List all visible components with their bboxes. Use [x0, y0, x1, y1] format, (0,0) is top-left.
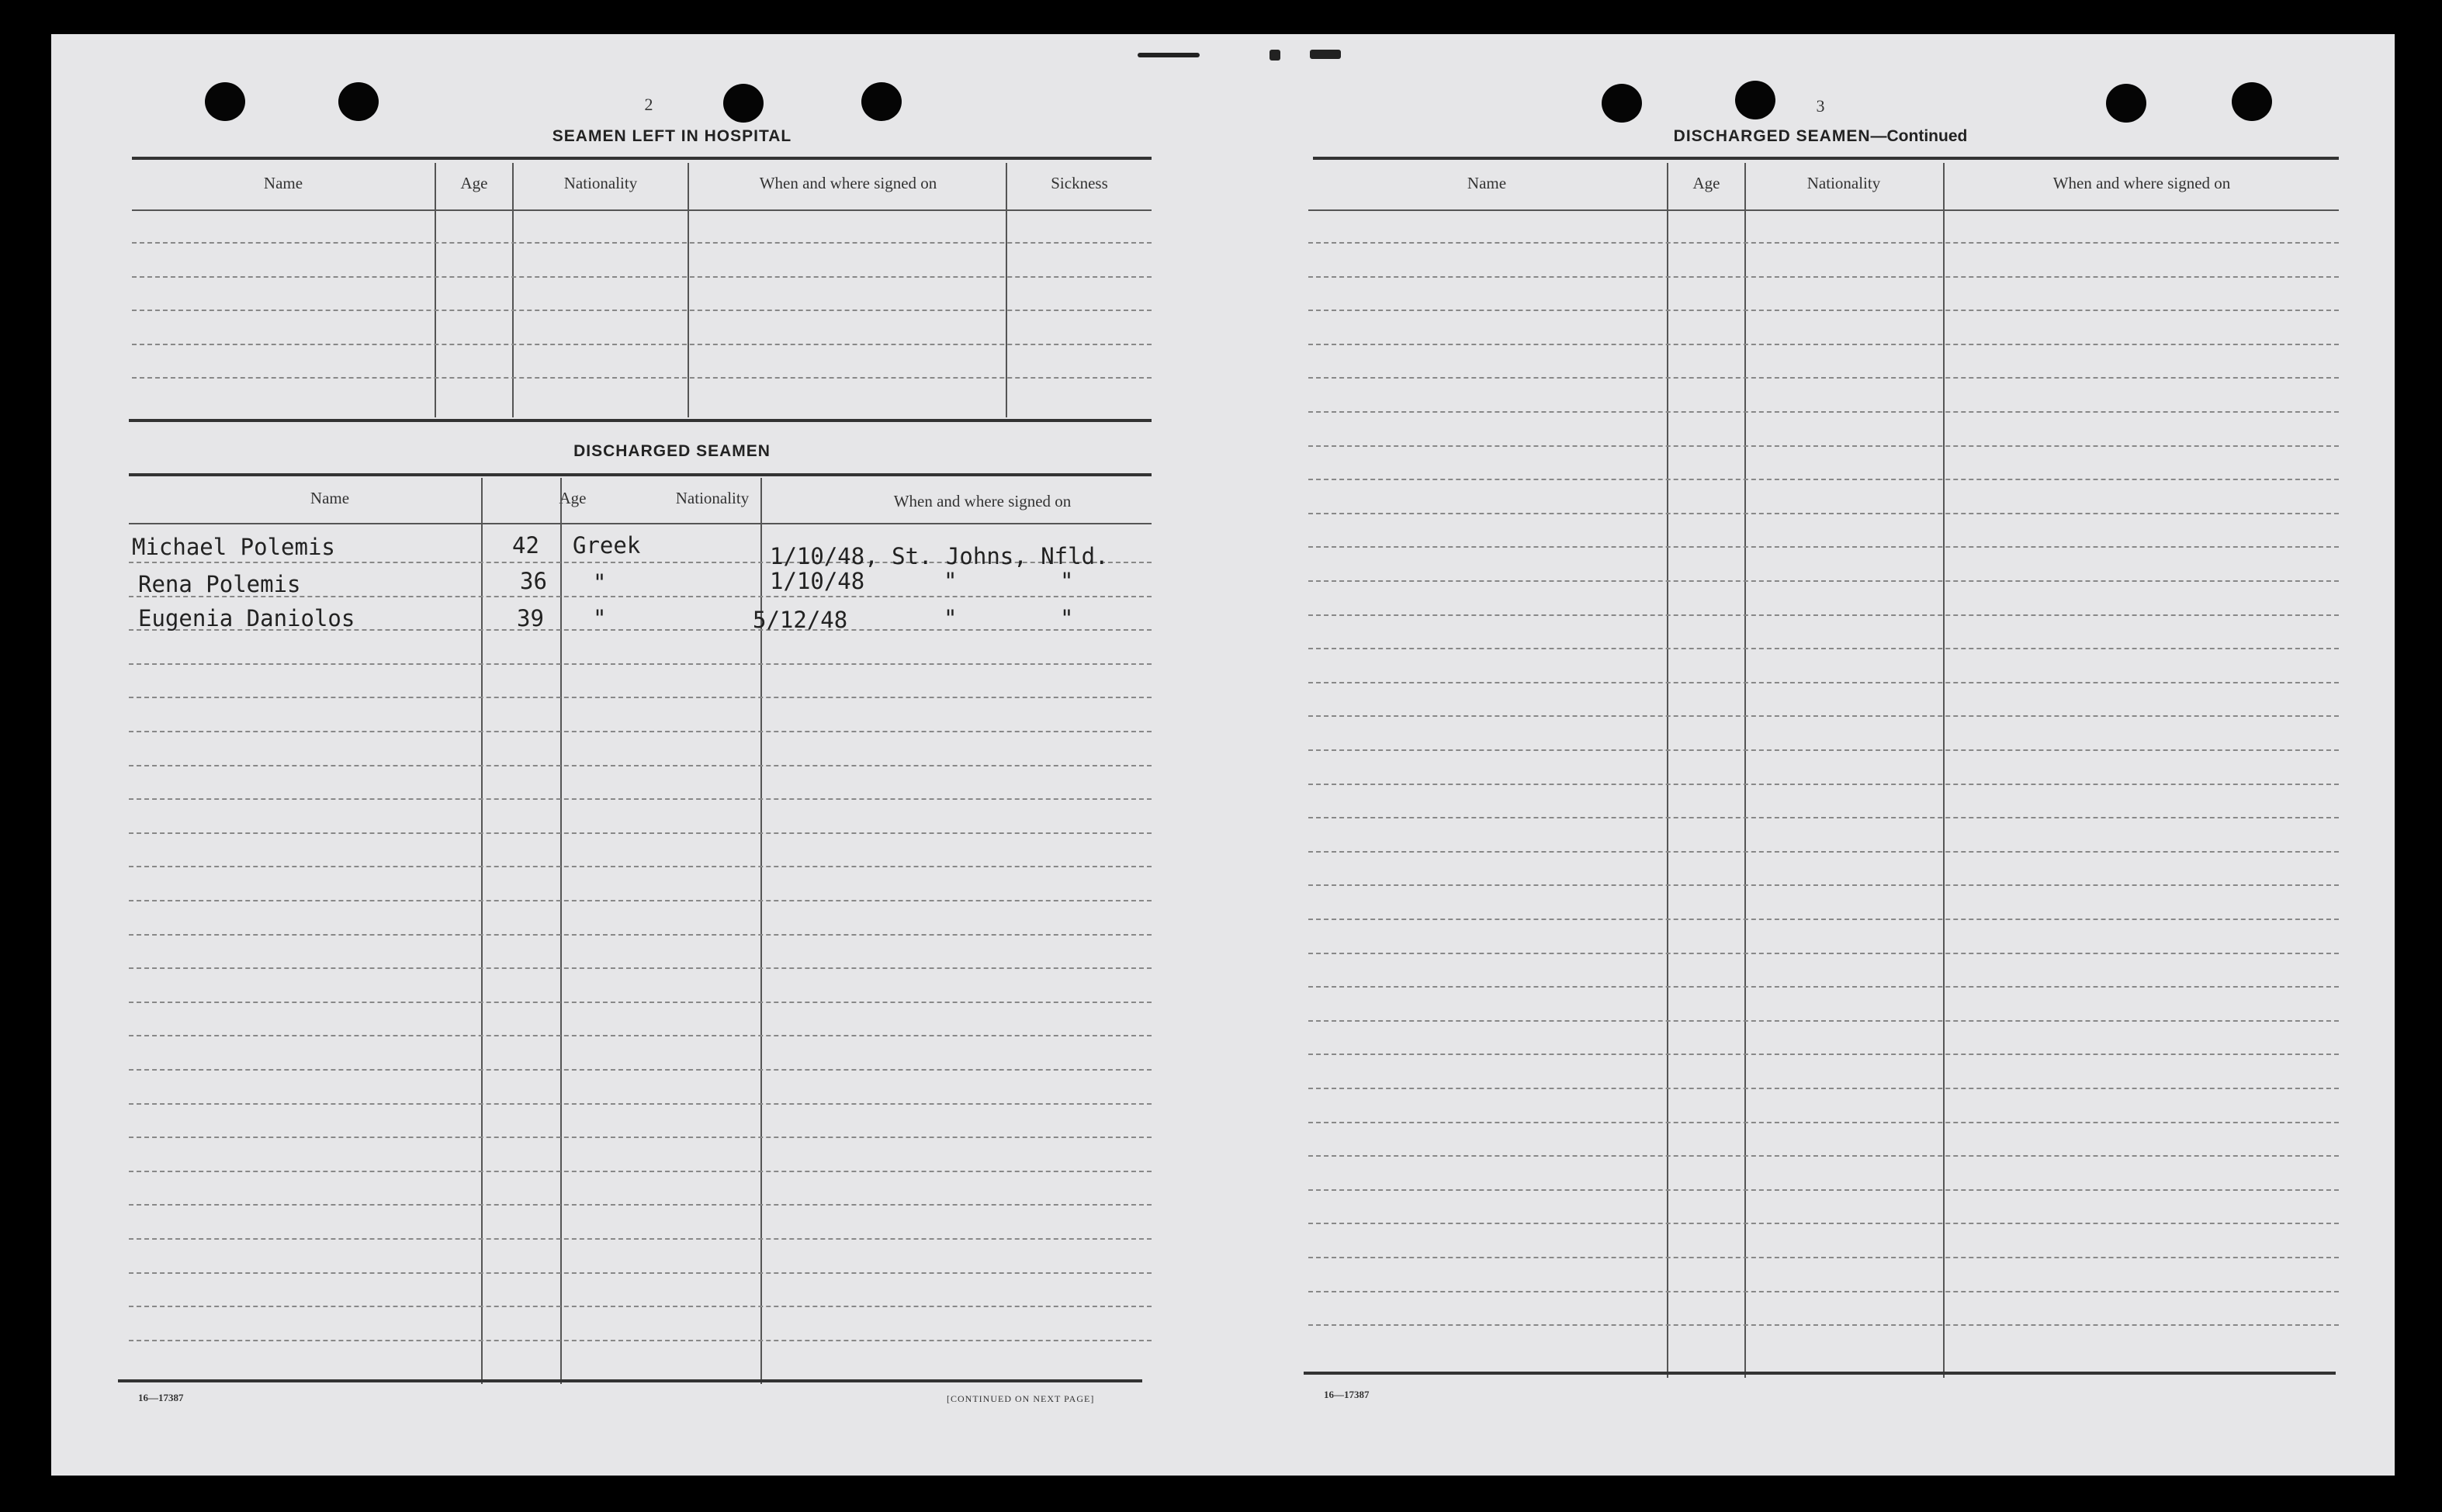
ruled-line	[129, 1035, 1152, 1036]
right-table-top-rule	[1313, 157, 2339, 160]
discharged-name: Rena Polemis	[138, 571, 301, 597]
right-col-divider	[1744, 163, 1746, 1378]
ruled-line	[1308, 851, 2339, 853]
ruled-line	[1308, 648, 2339, 649]
discharged-col-age: Age	[559, 489, 587, 507]
ruled-line	[1308, 1088, 2339, 1089]
discharged-table-bottom-rule	[118, 1379, 1142, 1382]
ruled-line	[1308, 445, 2339, 447]
ruled-line	[1308, 513, 2339, 514]
discharged-col-name: Name	[310, 489, 350, 507]
right-col-signed-on: When and where signed on	[2052, 174, 2231, 192]
left-page-number: 2	[644, 95, 653, 114]
ruled-line	[129, 731, 1152, 732]
discharged-col-signed-on: When and where signed on	[893, 492, 1072, 510]
discharged-age: 39	[517, 605, 544, 631]
hospital-col-divider	[1006, 163, 1007, 417]
hospital-table-bottom-rule	[129, 419, 1152, 422]
ruled-line	[129, 1340, 1152, 1341]
ruled-line	[129, 697, 1152, 698]
discharged-table-top-rule	[129, 473, 1152, 476]
ruled-line	[1308, 986, 2339, 988]
hospital-col-divider	[512, 163, 514, 417]
ruled-line	[1308, 1223, 2339, 1224]
punch-hole	[2232, 82, 2272, 121]
punch-hole	[205, 82, 245, 121]
document-sheet	[51, 34, 2395, 1476]
right-col-name: Name	[1467, 174, 1507, 192]
ruled-line	[1308, 919, 2339, 920]
discharged-nationality: "	[593, 569, 607, 596]
right-header-rule	[1308, 209, 2339, 211]
ruled-line	[1308, 953, 2339, 954]
ink-smudge	[1138, 53, 1200, 57]
hospital-section-title: SEAMEN LEFT IN HOSPITAL	[552, 127, 792, 145]
ruled-line	[1308, 546, 2339, 548]
ruled-line	[129, 1137, 1152, 1138]
hospital-col-age: Age	[460, 174, 488, 192]
right-col-divider	[1943, 163, 1945, 1378]
ruled-line	[1308, 310, 2339, 311]
right-form-number: 16—17387	[1324, 1389, 1370, 1400]
ruled-line	[1308, 817, 2339, 818]
ruled-line	[1308, 1257, 2339, 1258]
ruled-line	[1308, 276, 2339, 278]
ruled-line	[1308, 1020, 2339, 1022]
ruled-line	[132, 344, 1152, 345]
punch-hole	[723, 84, 764, 123]
discharged-name: Michael Polemis	[132, 534, 335, 560]
discharged-age: 36	[520, 568, 547, 594]
right-col-age: Age	[1692, 174, 1720, 192]
ruled-line	[129, 663, 1152, 665]
punch-hole	[861, 82, 902, 121]
ruled-line	[129, 832, 1152, 834]
discharged-nationality: "	[593, 605, 607, 631]
discharged-age: 42	[512, 532, 539, 559]
ruled-line	[129, 1069, 1152, 1071]
discharged-signed-on: 1/10/48	[770, 568, 865, 594]
hospital-col-divider	[688, 163, 689, 417]
ruled-line	[132, 276, 1152, 278]
ruled-line	[1308, 1291, 2339, 1292]
punch-hole	[1735, 81, 1775, 119]
right-page-number: 3	[1816, 96, 1825, 116]
ruled-line	[132, 377, 1152, 379]
discharged-header-rule	[129, 523, 1152, 524]
ruled-line	[129, 900, 1152, 901]
ruled-line	[129, 866, 1152, 867]
ruled-line	[1308, 344, 2339, 345]
ruled-line	[1308, 479, 2339, 480]
left-form-number: 16—17387	[138, 1392, 184, 1403]
ruled-line	[129, 934, 1152, 936]
ruled-line	[1308, 884, 2339, 886]
hospital-table-top-rule	[132, 157, 1152, 160]
right-col-divider	[1667, 163, 1668, 1378]
right-table-bottom-rule	[1304, 1372, 2336, 1375]
discharged-nationality: Greek	[573, 532, 641, 559]
hospital-col-nationality: Nationality	[563, 174, 638, 192]
discharged-place-ditto: "	[1060, 605, 1074, 631]
discharged-signed-on: 5/12/48	[753, 607, 848, 633]
ruled-line	[1308, 377, 2339, 379]
punch-hole	[1602, 84, 1642, 123]
hospital-col-name: Name	[263, 174, 303, 192]
right-col-nationality: Nationality	[1806, 174, 1881, 192]
discharged-col-divider	[560, 478, 562, 1384]
ruled-line	[1308, 580, 2339, 582]
ruled-line	[1308, 614, 2339, 616]
punch-hole	[2106, 84, 2146, 123]
ruled-line	[1308, 1155, 2339, 1157]
hospital-header-rule	[132, 209, 1152, 211]
ruled-line	[129, 1171, 1152, 1172]
discharged-col-divider	[481, 478, 483, 1384]
ruled-line	[129, 1306, 1152, 1307]
ruled-line	[132, 310, 1152, 311]
ruled-line	[1308, 682, 2339, 683]
discharged-place-ditto: "	[1060, 568, 1074, 594]
discharged-section-title: DISCHARGED SEAMEN	[573, 442, 771, 460]
right-section-title	[1588, 127, 2053, 146]
right-title-main: DISCHARGED SEAMEN	[1673, 127, 1871, 145]
hospital-col-divider	[435, 163, 436, 417]
ruled-line	[129, 1204, 1152, 1206]
ruled-line	[1308, 242, 2339, 244]
ruled-line	[129, 1238, 1152, 1240]
ruled-line	[129, 1103, 1152, 1105]
discharged-name: Eugenia Daniolos	[138, 605, 355, 631]
hospital-col-signed-on: When and where signed on	[759, 174, 937, 192]
ruled-line	[1308, 715, 2339, 717]
ruled-line	[129, 765, 1152, 766]
continued-note: [CONTINUED ON NEXT PAGE]	[947, 1393, 1095, 1404]
discharged-col-nationality: Nationality	[675, 489, 750, 507]
discharged-signed-on: 1/10/48, St. Johns, Nfld.	[770, 543, 1109, 569]
discharged-place-ditto: "	[944, 568, 958, 594]
discharged-place-ditto: "	[944, 605, 958, 631]
ruled-line	[1308, 784, 2339, 785]
ruled-line	[1308, 1324, 2339, 1326]
punch-hole	[338, 82, 379, 121]
ruled-line	[129, 1002, 1152, 1003]
ruled-line	[1308, 1189, 2339, 1191]
ruled-line	[1308, 749, 2339, 751]
ruled-line	[1308, 411, 2339, 413]
ruled-line	[129, 1272, 1152, 1274]
ink-smudge	[1269, 50, 1280, 61]
right-title-suffix: —Continued	[1870, 127, 1968, 145]
ruled-line	[1308, 1054, 2339, 1055]
hospital-col-sickness: Sickness	[1051, 174, 1108, 192]
ruled-line	[132, 242, 1152, 244]
ruled-line	[1308, 1122, 2339, 1123]
ink-smudge	[1310, 50, 1341, 59]
ruled-line	[129, 798, 1152, 800]
ruled-line	[129, 967, 1152, 969]
